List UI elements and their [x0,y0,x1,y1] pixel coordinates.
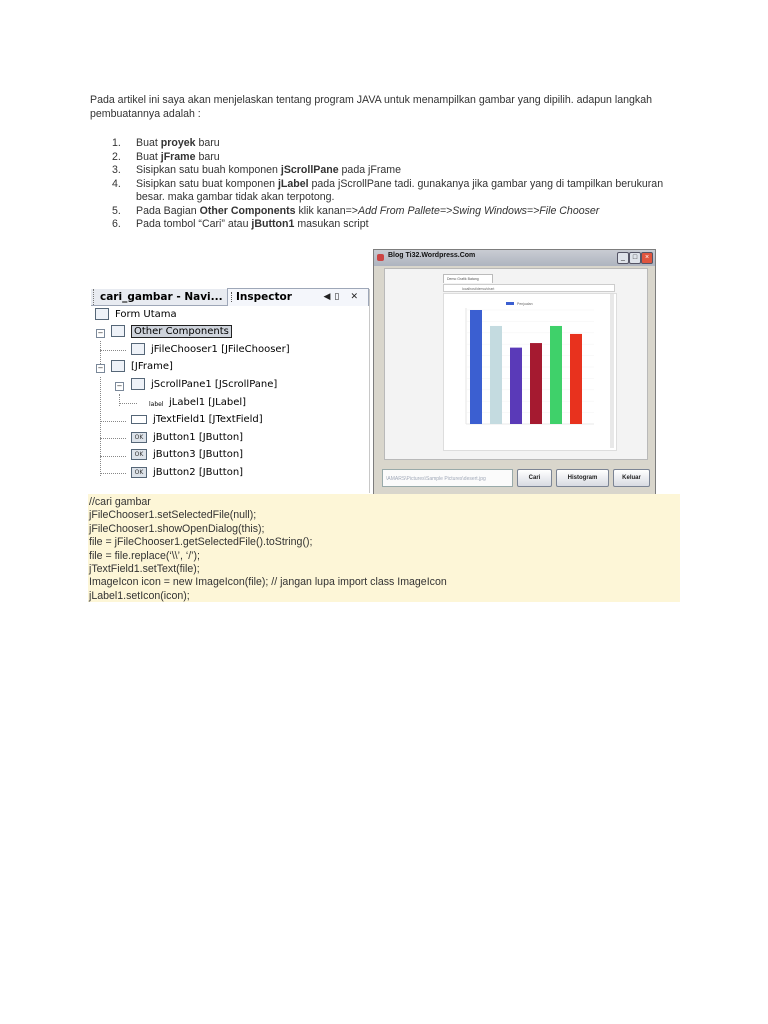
step-text: Pada tombol “Cari” atau [136,218,252,230]
intro-paragraph: Pada artikel ini saya akan menjelaskan tentang program JAVA untuk menampilkan gambar yang dipilih. adapun langkah pembuatannya adalah : [90,94,653,120]
browser-page [443,293,617,451]
minimize-icon[interactable]: _ [617,252,629,264]
step-text: baru [195,150,220,163]
list-item [112,137,672,151]
cari-button[interactable]: Cari [517,469,552,487]
step-keyword: proyek [160,137,196,149]
image-viewport [384,268,648,460]
chart-bar [490,326,502,424]
bar-chart [444,294,616,450]
code-line: jFileChooser1.showOpenDialog(this); [89,522,265,535]
step-number: 6. [112,218,121,230]
collapse-icon[interactable]: − [97,329,104,337]
tree-line [119,403,137,404]
list-item [112,164,672,178]
tab-grip [231,292,232,302]
chart-bar [570,334,582,424]
tree-node-text: jLabel1 [JLabel] [169,397,247,408]
code-line: ImageIcon icon = new ImageIcon(file); // jangan lupa import class ImageIcon [89,576,447,589]
step-text: Buat [136,137,161,149]
step-text: pada jScrollPane tadi. gunakanya jika gambar yang di tampilkan berukuran besar. maka gambar tidak akan terpotong. [136,177,664,203]
tree-node-label: Form Utama [115,309,177,320]
tree-node-button2[interactable] [131,465,243,481]
tree-node-form[interactable] [95,307,177,323]
step-keyword: jLabel [277,177,309,190]
frame-icon [111,360,125,372]
list-item [112,178,672,205]
button-icon: OK [131,432,147,443]
tree-node-button3[interactable] [131,447,243,463]
tree-node-label: [JFrame] [131,361,173,372]
tree-node-textfield[interactable] [131,412,263,428]
tree-line [100,421,126,422]
app-controls [382,469,650,487]
step-text: Sisipkan satu buat komponen [136,177,278,190]
tree-node-scrollpane[interactable] [131,377,277,393]
list-item [112,151,672,165]
step-number: 5. [112,204,121,217]
step-text: baru [195,137,220,149]
keluar-button[interactable]: Keluar [613,469,650,487]
tree-node-label: Other Components [131,325,232,338]
tree-line [119,394,120,406]
button-icon: OK [131,467,147,478]
code-line: jLabel1.setIcon(icon); [89,589,190,602]
step-keyword: Other Components [199,204,296,217]
tree-line [100,350,126,351]
step-number: 3. [112,164,121,176]
list-item [112,218,672,232]
step-text: Pada Bagian [136,204,200,217]
list-item [112,205,672,219]
maximize-icon[interactable]: □ [629,252,641,264]
tree-node-label: jScrollPane1 [JScrollPane] [151,379,278,390]
step-number: 2. [112,150,121,163]
tree-line [100,377,101,476]
textfield-icon [131,415,147,424]
step-text: Sisipkan satu buah komponen [136,164,281,176]
tree-node-label: jButton2 [JButton] [153,467,244,478]
histogram-button[interactable]: Histogram [556,469,609,487]
tree-node-jframe[interactable] [111,359,173,375]
step-text: pada jFrame [338,164,402,176]
app-title: Blog Ti32.Wordpress.Com [388,252,476,259]
scrollbar[interactable] [610,294,614,448]
chart-bar [510,348,522,424]
tab-inspector-label: Inspector [236,291,292,303]
app-icon [377,254,384,261]
steps-list [112,137,672,232]
inspector-tab-bar [91,289,369,306]
tree-node-label: jFileChooser1 [JFileChooser] [151,344,290,355]
step-text: klik kanan=> [295,204,358,217]
tree-node-filechooser[interactable] [131,342,290,358]
step-keyword: jScrollPane [280,164,339,176]
step-keyword: jButton1 [251,218,295,230]
code-line: file = jFileChooser1.getSelectedFile().toString(); [89,536,313,549]
tree-node-label: jTextField1 [JTextField] [153,414,263,425]
close-icon[interactable]: × [641,252,653,264]
code-line: jFileChooser1.setSelectedFile(null); [89,509,257,522]
step-menu-path: Add From Pallete=>Swing Windows=>File Chooser [358,204,600,217]
tree-line [100,473,126,474]
code-line: file = file.replace(‘\\’, ‘/’); [89,549,200,562]
tab-inspector[interactable] [227,288,369,306]
label-icon: label [149,401,164,408]
browser-url: localhost/demo/chart [443,284,615,292]
app-window [373,249,656,495]
chart-bar [530,343,542,424]
tab-controls[interactable]: ◀▯ ✕ [323,292,362,302]
legend-label: Penjualan [517,302,533,306]
filechooser-icon [131,343,145,355]
form-icon [95,308,109,320]
step-keyword: jFrame [160,150,196,163]
button-icon: OK [131,449,147,460]
step-text: Buat [136,150,161,163]
tab-navigator[interactable]: cari_gambar - Navi... [93,289,223,305]
step-text: masukan script [294,218,369,230]
chart-bar [470,310,482,424]
step-number: 4. [112,177,121,190]
components-icon [111,325,125,337]
browser-tab: Demo Grafik Batang [443,274,493,283]
tree-node-label: jButton3 [JButton] [153,449,244,460]
code-block [88,494,680,602]
chart-bar [550,326,562,424]
collapse-icon[interactable]: − [116,382,123,390]
path-field[interactable]: \AMARS\Pictures\Sample Pictures\desert.jpg [382,469,513,487]
inspector-panel [91,289,370,493]
code-line: jTextField1.setText(file); [89,563,200,576]
tree-node-other-components[interactable] [111,324,232,340]
app-titlebar [374,250,655,266]
collapse-icon[interactable]: − [97,364,104,372]
tree-line [100,456,126,457]
step-number: 1. [112,137,121,149]
tree-node-button1[interactable] [131,430,243,446]
scrollpane-icon [131,378,145,390]
code-line: //cari gambar [89,496,151,508]
tree-node-label[interactable] [149,395,246,411]
tree-line [100,438,126,439]
legend-swatch [506,302,514,305]
tree-node-label: jButton1 [JButton] [153,432,244,443]
